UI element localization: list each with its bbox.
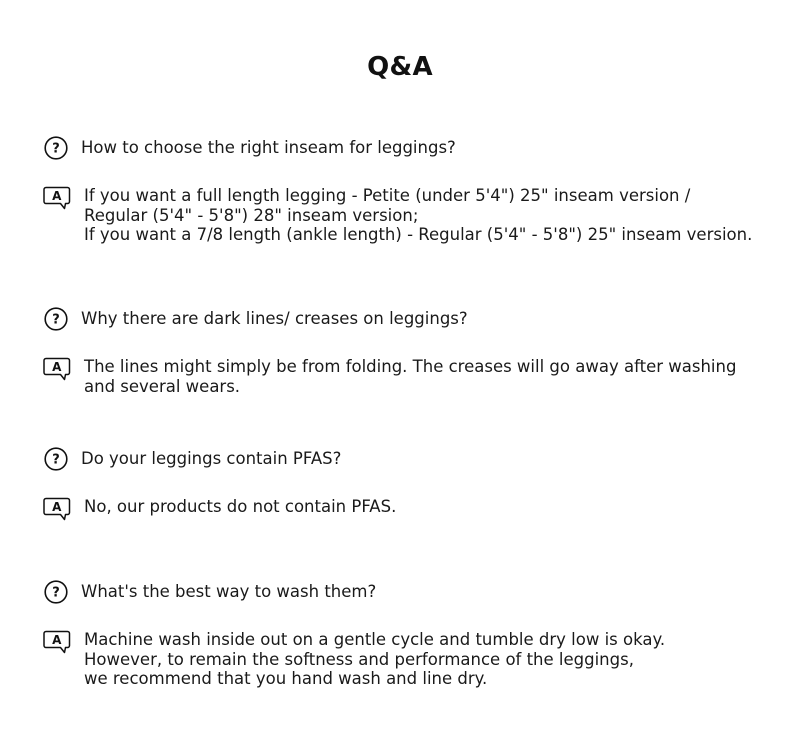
answer-speech-bubble-icon xyxy=(43,497,71,523)
answer-text: Machine wash inside out on a gentle cycle and tumble dry low is okay. However, to remain the softness and performance of the leggings, we recommend that you hand wash and line dry. xyxy=(84,630,666,688)
svg-text:A: A xyxy=(52,500,62,514)
question-row xyxy=(44,582,784,604)
svg-text:?: ? xyxy=(52,585,60,601)
question-circle-icon xyxy=(44,447,68,471)
answer-speech-bubble-icon xyxy=(43,186,71,212)
answer-row xyxy=(44,357,784,396)
answer-row xyxy=(44,186,784,245)
answer-row xyxy=(44,630,784,689)
answer-row xyxy=(44,497,784,523)
question-circle-icon xyxy=(44,136,68,160)
svg-text:A: A xyxy=(52,633,62,647)
question-circle-icon xyxy=(44,307,68,331)
svg-text:?: ? xyxy=(52,141,60,157)
answer-speech-bubble-icon xyxy=(43,357,71,383)
svg-text:A: A xyxy=(52,360,62,374)
question-circle-icon xyxy=(44,580,68,604)
answer-speech-bubble-icon xyxy=(43,630,71,656)
question-text: Why there are dark lines/ creases on leggings? xyxy=(81,309,468,328)
question-text: Do your leggings contain PFAS? xyxy=(81,449,342,468)
question-row xyxy=(44,138,784,160)
qa-item xyxy=(44,449,784,523)
qa-item xyxy=(44,138,784,245)
answer-text: No, our products do not contain PFAS. xyxy=(84,497,397,516)
svg-text:?: ? xyxy=(52,452,60,468)
qa-item xyxy=(44,309,784,396)
qa-item xyxy=(44,582,784,689)
question-text: What's the best way to wash them? xyxy=(81,582,377,601)
svg-text:A: A xyxy=(52,189,62,203)
question-row xyxy=(44,309,784,331)
answer-text: If you want a full length legging - Petite (under 5'4") 25" inseam version / Regular (5'4" - 5'8") 28" inseam version; If you want a 7/8 length (ankle length) - Regular (5'4" - 5'8") 25" inseam version. xyxy=(84,186,753,244)
answer-text: The lines might simply be from folding. The creases will go away after washing and several wears. xyxy=(84,357,737,396)
question-text: How to choose the right inseam for leggings? xyxy=(81,138,456,157)
page-title: Q&A xyxy=(367,52,433,82)
svg-text:?: ? xyxy=(52,312,60,328)
question-row xyxy=(44,449,784,471)
